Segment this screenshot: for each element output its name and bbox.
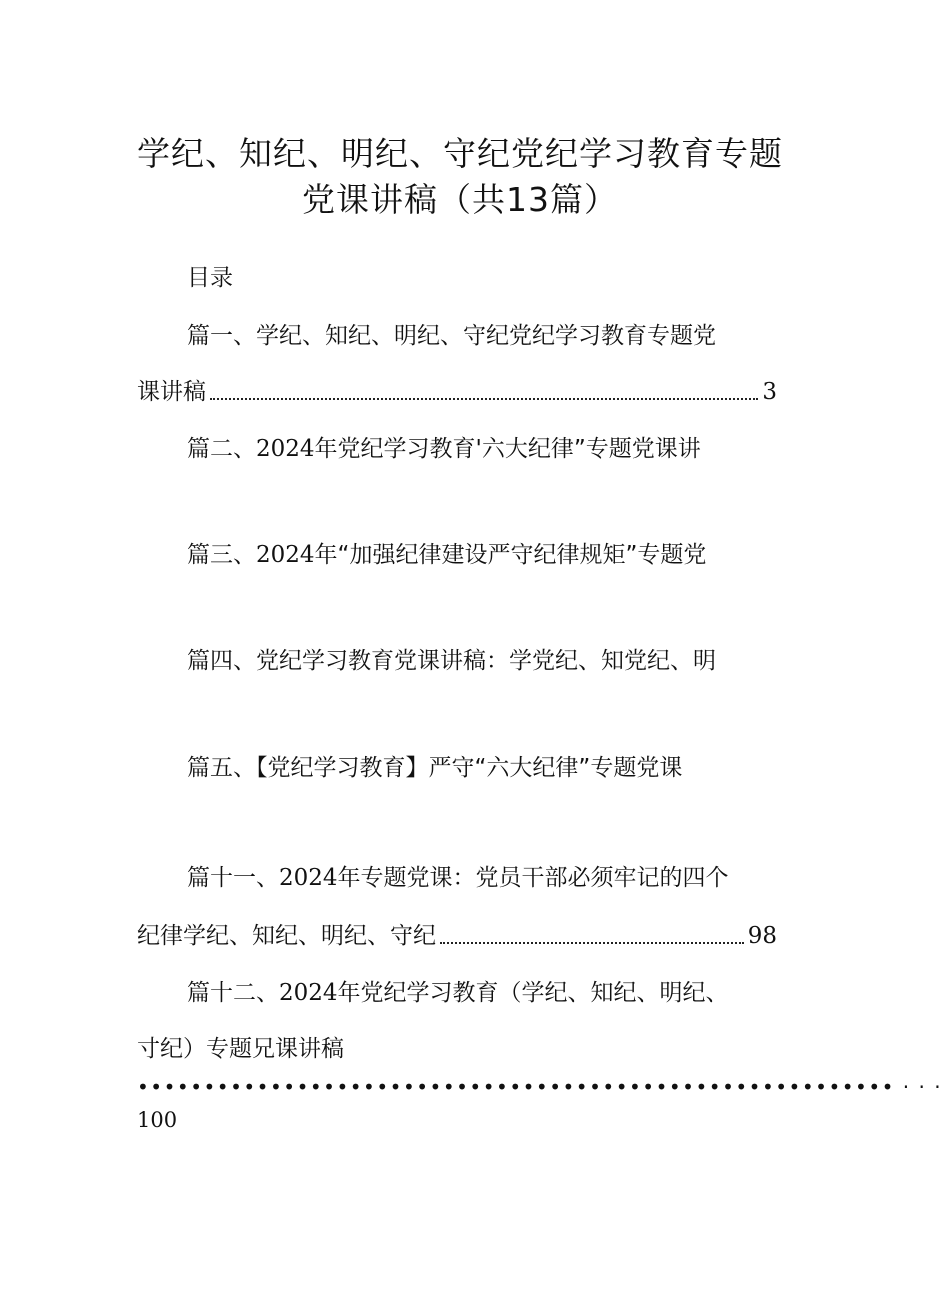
toc-entry-12-page: 100 bbox=[137, 1108, 178, 1132]
document-title-line-1: 学纪、知纪、明纪、守纪党纪学习教育专题 bbox=[137, 134, 783, 173]
toc-entry-3[interactable] bbox=[187, 544, 706, 567]
toc-leader-dots bbox=[440, 941, 744, 944]
toc-entry-11-text-2: 纪律学纪、知纪、明纪、守纪 bbox=[137, 923, 436, 949]
toc-entry-3-year: 2024 bbox=[256, 542, 315, 568]
toc-entry-3-prefix: 篇三、 bbox=[187, 542, 256, 568]
toc-entry-11-line-2[interactable] bbox=[137, 925, 777, 948]
toc-entry-1-line-1[interactable]: 篇一、学纪、知纪、明纪、守纪党纪学习教育专题党 bbox=[187, 323, 716, 349]
toc-entry-5[interactable]: 篇五、【党纪学习教育】严守“六大纪律”专题党课 bbox=[187, 755, 683, 781]
toc-entry-12-line-1[interactable] bbox=[187, 982, 729, 1005]
toc-entry-2-year: 2024 bbox=[256, 436, 315, 462]
toc-entry-12-year: 2024 bbox=[279, 980, 338, 1006]
toc-entry-12-prefix: 篇十二、 bbox=[187, 980, 279, 1006]
toc-entry-3-text: 年“加强纪律建设严守纪律规矩”专题党 bbox=[314, 542, 707, 568]
toc-entry-11-page: 98 bbox=[747, 923, 777, 949]
toc-entry-1-page: 3 bbox=[762, 379, 777, 405]
toc-heading: 目录 bbox=[187, 265, 233, 291]
toc-entry-2[interactable] bbox=[187, 438, 701, 461]
toc-entry-12-text: 年党纪学习教育（学纪、知纪、明纪、 bbox=[337, 980, 729, 1006]
toc-entry-4[interactable]: 篇四、党纪学习教育党课讲稿：学党纪、知党纪、明 bbox=[187, 648, 716, 674]
document-title-line-2: 党课讲稿（共13篇） bbox=[302, 180, 618, 219]
toc-entry-2-prefix: 篇二、 bbox=[187, 436, 256, 462]
toc-entry-12-line-2[interactable]: 寸纪）专题兄课讲稿 bbox=[137, 1036, 344, 1062]
toc-entry-11-year: 2024 bbox=[279, 865, 338, 891]
toc-entry-2-text: 年党纪学习教育'六大纪律”专题党课讲 bbox=[314, 436, 701, 462]
toc-entry-12-leader-dots: ••••••••••••••••••••••••••••••••••••••••••••••••••••••••• · · · bbox=[137, 1075, 942, 1099]
toc-entry-11-line-1[interactable] bbox=[187, 867, 729, 890]
toc-entry-1-text: 课讲稿 bbox=[137, 379, 206, 405]
toc-entry-11-text: 年专题党课：党员干部必须牢记的四个 bbox=[337, 865, 729, 891]
toc-entry-11-prefix: 篇十一、 bbox=[187, 865, 279, 891]
toc-entry-1-line-2[interactable] bbox=[137, 381, 777, 404]
toc-leader-dots bbox=[210, 397, 758, 400]
